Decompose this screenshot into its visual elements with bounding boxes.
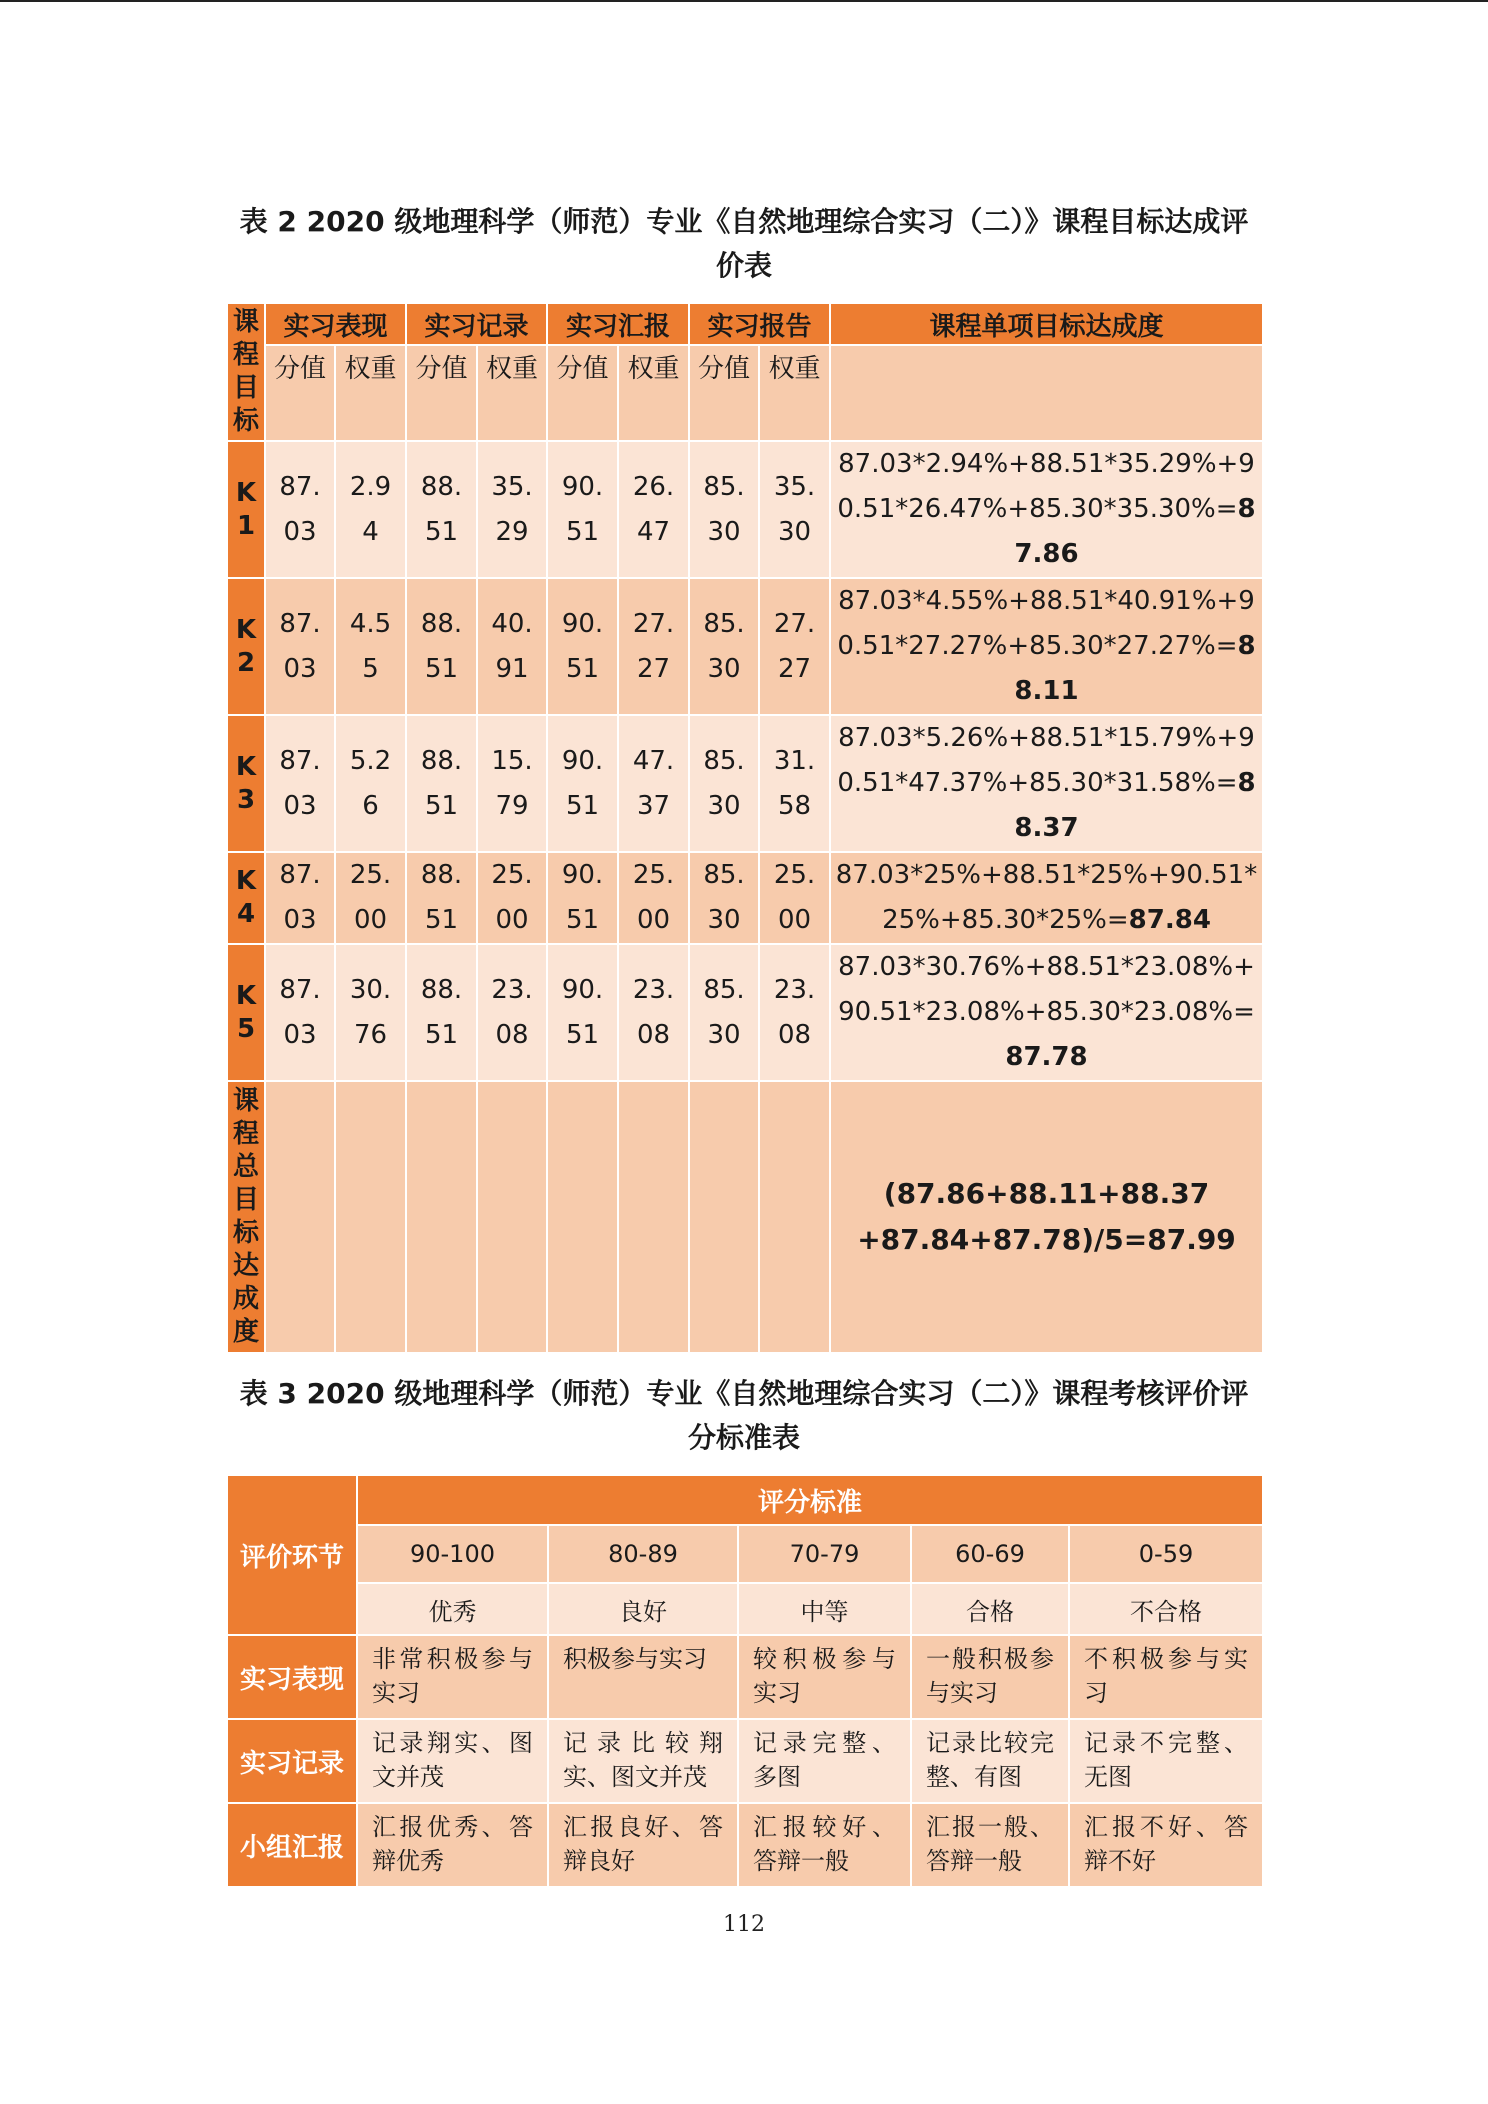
cell-empty <box>406 1081 477 1353</box>
top-border-line <box>0 0 1488 2</box>
table-row <box>227 1635 1263 1719</box>
cell: 27.27 <box>759 578 830 715</box>
achievement-result: 88.11 <box>1014 631 1256 706</box>
standard-cell: 记录比较完整、有图 <box>911 1719 1069 1803</box>
cell: 90.51 <box>547 578 618 715</box>
table3-caption: 表 3 2020 级地理科学（师范）专业《自然地理综合实习（二）》课程考核评价评分标准表 <box>239 1377 1249 1454</box>
weight-header: 权重 <box>759 345 830 441</box>
score-header: 分值 <box>265 345 335 441</box>
table3-scoring-standard <box>226 1474 1264 1888</box>
achievement-result: 87.86 <box>1014 494 1256 569</box>
group-header-presentation: 实习汇报 <box>547 303 689 345</box>
standard-cell: 不积极参与实习 <box>1069 1635 1263 1719</box>
cell: 5.26 <box>335 715 406 852</box>
cell: 88.51 <box>406 715 477 852</box>
total-achievement: (87.86+88.11+88.37 +87.84+87.78)/5=87.99 <box>830 1081 1263 1353</box>
cell: 23.08 <box>477 944 547 1081</box>
standard-cell: 记录完整、多图 <box>738 1719 911 1803</box>
grade-cell: 不合格 <box>1069 1583 1263 1635</box>
range-cell: 60-69 <box>911 1525 1069 1583</box>
total-label: 课程总目标达成度 <box>227 1081 265 1353</box>
scoring-standard-header: 评分标准 <box>357 1475 1263 1525</box>
cell: 26.47 <box>618 441 689 578</box>
weight-header: 权重 <box>335 345 406 441</box>
cell: 87.03 <box>265 944 335 1081</box>
cell: 90.51 <box>547 944 618 1081</box>
cell-empty <box>759 1081 830 1353</box>
standard-cell: 非常积极参与实习 <box>357 1635 548 1719</box>
cell-empty <box>265 1081 335 1353</box>
standard-cell: 积极参与实习 <box>548 1635 738 1719</box>
table2-course-target-achievement <box>226 302 1264 1354</box>
achievement-result: 88.37 <box>1014 768 1256 843</box>
standard-cell: 较积极参与实习 <box>738 1635 911 1719</box>
cell: 25.00 <box>335 852 406 944</box>
cell: 87.03 <box>265 852 335 944</box>
target-label: K4 <box>227 852 265 944</box>
cell: 85.30 <box>689 578 759 715</box>
score-header: 分值 <box>547 345 618 441</box>
cell: 27.27 <box>618 578 689 715</box>
standard-cell: 记录翔实、图文并茂 <box>357 1719 548 1803</box>
achievement-formula: 87.03*30.76%+88.51*23.08%+90.51*23.08%+85.30*23.08%=87.78 <box>830 944 1263 1081</box>
achievement-formula: 87.03*25%+88.51*25%+90.51*25%+85.30*25%=87.84 <box>830 852 1263 944</box>
cell-empty <box>689 1081 759 1353</box>
cell: 85.30 <box>689 944 759 1081</box>
cell: 88.51 <box>406 578 477 715</box>
achievement-header: 课程单项目标达成度 <box>830 303 1263 345</box>
eval-step-label: 小组汇报 <box>227 1803 357 1887</box>
cell: 85.30 <box>689 852 759 944</box>
cell: 87.03 <box>265 715 335 852</box>
achievement-result: 87.84 <box>1128 905 1211 935</box>
cell: 23.08 <box>759 944 830 1081</box>
range-cell: 0-59 <box>1069 1525 1263 1583</box>
achievement-result: 87.78 <box>1005 1042 1088 1072</box>
group-header-report: 实习报告 <box>689 303 830 345</box>
cell: 31.58 <box>759 715 830 852</box>
score-header: 分值 <box>406 345 477 441</box>
cell: 90.51 <box>547 441 618 578</box>
cell: 87.03 <box>265 578 335 715</box>
cell: 90.51 <box>547 852 618 944</box>
cell: 35.30 <box>759 441 830 578</box>
target-label: K1 <box>227 441 265 578</box>
group-header-performance: 实习表现 <box>265 303 406 345</box>
standard-cell: 汇报优秀、答辩优秀 <box>357 1803 548 1887</box>
score-header: 分值 <box>689 345 759 441</box>
target-label: K5 <box>227 944 265 1081</box>
cell-empty <box>335 1081 406 1353</box>
table2-caption: 表 2 2020 级地理科学（师范）专业《自然地理综合实习（二）》课程目标达成评价表 <box>239 205 1249 282</box>
eval-step-label: 实习表现 <box>227 1635 357 1719</box>
cell: 4.55 <box>335 578 406 715</box>
table-row <box>227 944 1263 1081</box>
table-row <box>227 1803 1263 1887</box>
table-row-total <box>227 1081 1263 1353</box>
achievement-formula: 87.03*4.55%+88.51*40.91%+90.51*27.27%+85.30*27.27%=88.11 <box>830 578 1263 715</box>
target-label: K2 <box>227 578 265 715</box>
cell: 85.30 <box>689 715 759 852</box>
achievement-formula: 87.03*5.26%+88.51*15.79%+90.51*47.37%+85.30*31.58%=88.37 <box>830 715 1263 852</box>
cell: 90.51 <box>547 715 618 852</box>
weight-header: 权重 <box>618 345 689 441</box>
standard-cell: 汇报一般、答辩一般 <box>911 1803 1069 1887</box>
table-row <box>227 1719 1263 1803</box>
range-cell: 70-79 <box>738 1525 911 1583</box>
grade-cell: 良好 <box>548 1583 738 1635</box>
eval-step-header: 评价环节 <box>227 1475 357 1635</box>
standard-cell: 汇报良好、答辩良好 <box>548 1803 738 1887</box>
range-cell: 90-100 <box>357 1525 548 1583</box>
cell: 85.30 <box>689 441 759 578</box>
table-row <box>227 441 1263 578</box>
standard-cell: 记录比较翔实、图文并茂 <box>548 1719 738 1803</box>
grade-cell: 合格 <box>911 1583 1069 1635</box>
eval-step-label: 实习记录 <box>227 1719 357 1803</box>
table-row <box>227 715 1263 852</box>
standard-cell: 汇报较好、答辩一般 <box>738 1803 911 1887</box>
cell: 25.00 <box>618 852 689 944</box>
grade-cell: 中等 <box>738 1583 911 1635</box>
cell-empty <box>547 1081 618 1353</box>
cell: 23.08 <box>618 944 689 1081</box>
standard-cell: 汇报不好、答辩不好 <box>1069 1803 1263 1887</box>
table-row <box>227 578 1263 715</box>
cell: 88.51 <box>406 441 477 578</box>
range-cell: 80-89 <box>548 1525 738 1583</box>
cell: 35.29 <box>477 441 547 578</box>
cell: 47.37 <box>618 715 689 852</box>
cell: 25.00 <box>477 852 547 944</box>
achievement-formula: 87.03*2.94%+88.51*35.29%+90.51*26.47%+85.30*35.30%=87.86 <box>830 441 1263 578</box>
cell: 15.79 <box>477 715 547 852</box>
group-header-record: 实习记录 <box>406 303 547 345</box>
cell: 88.51 <box>406 852 477 944</box>
table-row <box>227 852 1263 944</box>
target-label: K3 <box>227 715 265 852</box>
cell-empty <box>477 1081 547 1353</box>
cell-empty <box>618 1081 689 1353</box>
page-number: 112 <box>723 1912 765 1937</box>
cell: 88.51 <box>406 944 477 1081</box>
cell: 30.76 <box>335 944 406 1081</box>
cell: 25.00 <box>759 852 830 944</box>
grade-cell: 优秀 <box>357 1583 548 1635</box>
standard-cell: 记录不完整、无图 <box>1069 1719 1263 1803</box>
cell: 40.91 <box>477 578 547 715</box>
cell: 2.94 <box>335 441 406 578</box>
achievement-subheader-empty <box>830 345 1263 441</box>
weight-header: 权重 <box>477 345 547 441</box>
standard-cell: 一般积极参与实习 <box>911 1635 1069 1719</box>
cell: 87.03 <box>265 441 335 578</box>
course-target-header: 课程目标 <box>227 303 265 441</box>
